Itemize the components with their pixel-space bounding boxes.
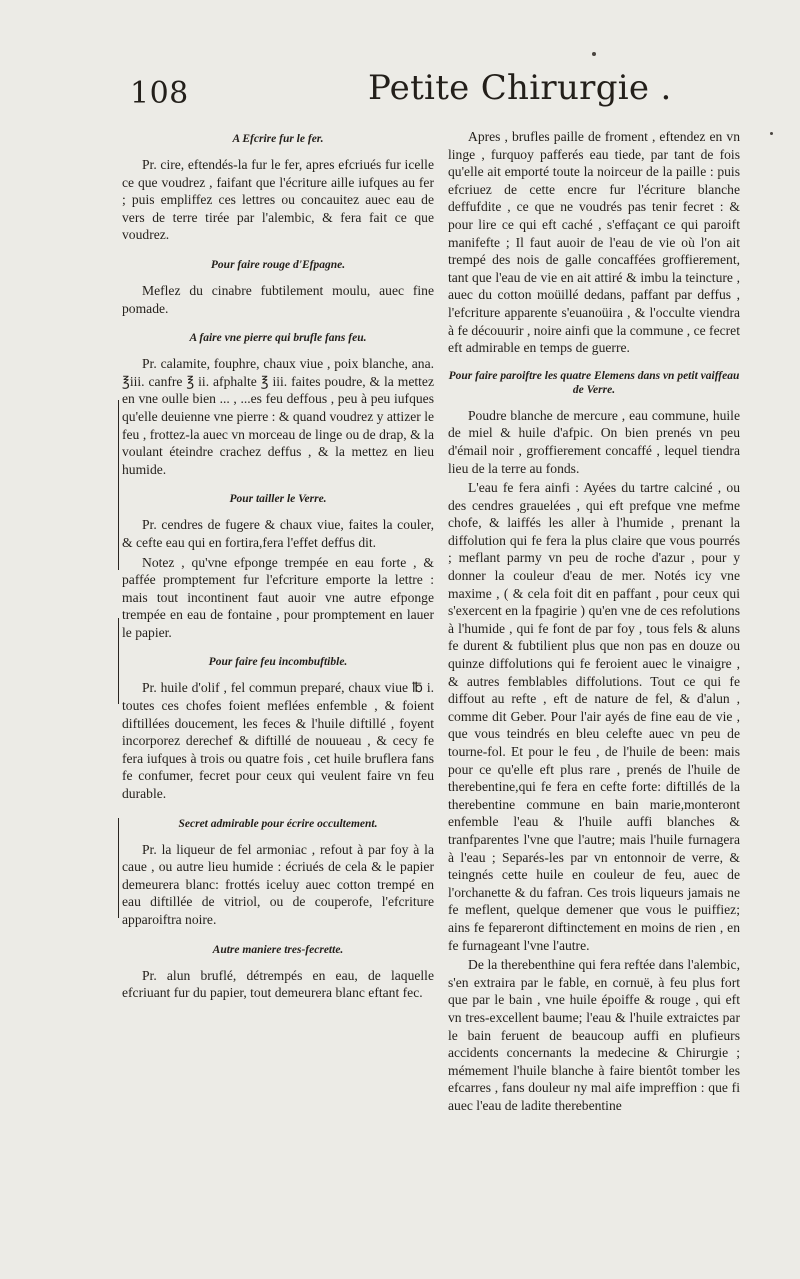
section-title: A faire vne pierre qui brufle fans feu. bbox=[189, 332, 367, 345]
ink-speck bbox=[592, 52, 596, 56]
right-column bbox=[448, 128, 740, 1116]
margin-bracket bbox=[118, 400, 119, 570]
paragraph: Notez , qu'vne efponge trempée en eau forte , & paffée promptement fur l'efcriture emporte la lettre : mais tout incontinent faut auoir vne autre efponge trempée en eau de fontaine , pour promptement en lauer le papier. bbox=[122, 554, 434, 640]
paragraph: Pr. calamite, fouphre, chaux viue , poix blanche, ana. ℥iii. canfre ℥ ii. afphalte ℥ iii. faites poudre, & la mettez en vne oulle bien ... , ...es feu deffous , peu à peu iufques qu'elle deuienne vne pierre : & quand voudrez y attizer le feu , frottez-la auec vn morceau de linge ou de drap, & la voulant éteindre crachez deffus , & la mettez en lieu humide. bbox=[122, 356, 434, 477]
paragraph: Pr. huile d'olif , fel commun preparé, chaux viue ℔ i. toutes ces chofes foient meflées enfemble , & foient diftillées doucement, les feces & l'huile diftillé , foyent incorporez derechef & diftillé de nouueau , & cecy fe fera iufques à trois ou quatre fois , cet huile bruflera fans fe confumer, fecret pour ceux qui veulent faire vn feu durable. bbox=[122, 680, 434, 802]
section-title: Pour tailler le Verre. bbox=[229, 493, 327, 506]
paragraph: Apres , brufles paille de froment , eftendez en vn linge , furquoy pafferés eau tiede, par tant de fois qu'elle ait emporté toute la noirceur de la paille : puis efcriuez de cette encre fur l'écriture blanche deffufdite , ce que ne voudrés pas tenir fecret : & pour lire ce qui eft caché , s'effaçant ce qui paroift manifefte ; Il faut auoir de l'eau de vie où l'on ait trempé des nois de galle concaffées groffierement, tant que l'eau de vie en ait attiré & imbu la teincture , auec du cotton moüillé dedans, paffant par deffus , l'efcriture apparente s'euanoüira , & l'occulte viendra à fe découurir , noire ainfi que la commune , ce fecret eft admirable en temps de guerre. bbox=[448, 129, 740, 356]
paragraph: L'eau fe fera ainfi : Ayées du tartre calciné , ou des cendres grauelées , qui eft prefque vne mefme chofe, & laiffés les aller à l'humide , prenant la diffolution qui fe fera la plus claire que vous pourrés ; meflant parmy vn peu de roche d'azur , pour y donner la couleur d'eau de mer. Notés icy vne maxime , ( & cela foit dit en paffant , pour ceux qui s'exercent en la fpagirie ) qu'en vne de ces refolutions à l'humide , qui fe font de par foy , tous fels & aluns fe durent & fubtilient plus que non pas en douze ou quinze diffolutions qui fe feroient auec le vinaigre , & autres femblables diffolutions. Tout ce qui fe diffout au refte , eft de nature de fel, & d'alun , comme dit Geber. Pour l'air ayés de fine eau de vie , que vous teindrés en bleu celefte auec vn peu de tourne-fol. Et pour le feu , de l'huile de been: mais pour ce qu'elle eft plus rare , prenés de l'huile de therebentine,qui fe fera en cefte forte: diftillés de la therebentine commune en bain marie,monteront enfemble l'eau & l'huile auffi blanches & tranfparentes l'vne que l'autre; mais l'huile furnagera à l'eau ; Separés-les par vn entonnoir de verre, & teingnés cette huile en couleur de feu, auec de l'orchanette & du fafran. Ces trois liqueurs jamais ne fe meflent, quelque demener que vous le puiffiez; ains fe fepareront diftinctement en moins de rien , en fe furnageant l'vne l'autre. bbox=[448, 480, 740, 953]
paragraph: Pr. la liqueur de fel armoniac , refout à par foy à la caue , ou autre lieu humide : écriués de cela & le papier demeurera blanc: frottés iceluy auec cotton trempé en eau diftillée de vitriol, ou de couperofe, l'efcriture apparoiftra noire. bbox=[122, 841, 434, 927]
paragraph: Pr. cire, eftendés-la fur le fer, apres efcriués fur icelle ce que voudrez , faifant que l'écriture aille iufques au fer ; puis empliffez ces lettres ou concauitez auec eau de vers de terre tirée par l'alembic, & fera fait ce que voudrez. bbox=[122, 157, 434, 243]
section-title: Secret admirable pour écrire occultement. bbox=[178, 817, 378, 830]
page-number: 108 bbox=[130, 76, 189, 111]
paragraph: Meflez du cinabre fubtilement moulu, auec fine pomade. bbox=[122, 282, 434, 316]
section-title: A Efcrire fur le fer. bbox=[232, 133, 324, 145]
margin-bracket bbox=[118, 818, 119, 918]
running-title: Petite Chirurgie . bbox=[368, 68, 672, 108]
section-title: Pour faire rouge d'Efpagne. bbox=[210, 258, 346, 271]
section-title: Autre maniere tres-fecrette. bbox=[212, 943, 344, 956]
paragraph: Pr. cendres de fugere & chaux viue, faites la couler, & cefte eau qui en fortira,fera l'effet deffus dit. bbox=[122, 517, 434, 550]
section-title: Pour faire feu incombuftible. bbox=[208, 656, 348, 669]
paragraph: De la therebenthine qui fera reftée dans l'alembic, s'en extraira par le fable, en cornuë, à feu plus fort que par le bain , vne huile époiffe & rouge , qui eft vn tres-excellent baume; l'eau & l'huile extraictes par le bain feruent de beaucoup auffi en plufieurs accidents concernants la medecine & Chirurgie ; mémement l'huile blanche à faire bientôt tomber les efcarres , fans douleur ny mal aife impreffion : que fi auec l'eau de ladite therebentine bbox=[448, 957, 740, 1113]
left-column bbox=[122, 128, 434, 1004]
ink-speck bbox=[770, 132, 773, 135]
page-header bbox=[130, 68, 770, 116]
paragraph: Pr. alun bruflé, détrempés en eau, de laquelle efcriuant fur du papier, tout demeurera blanc eftant fec. bbox=[122, 967, 434, 1001]
margin-bracket bbox=[118, 618, 119, 704]
section-title: Pour faire paroiftre les quatre Elemens dans vn petit vaiffeau de Verre. bbox=[448, 369, 740, 396]
paragraph: Poudre blanche de mercure , eau commune, huile de miel & huile d'afpic. On bien prenés vn peu d'émail noir , groffierement concaffé , lequel tiendra lieu de la terre au fonds. bbox=[448, 407, 740, 476]
